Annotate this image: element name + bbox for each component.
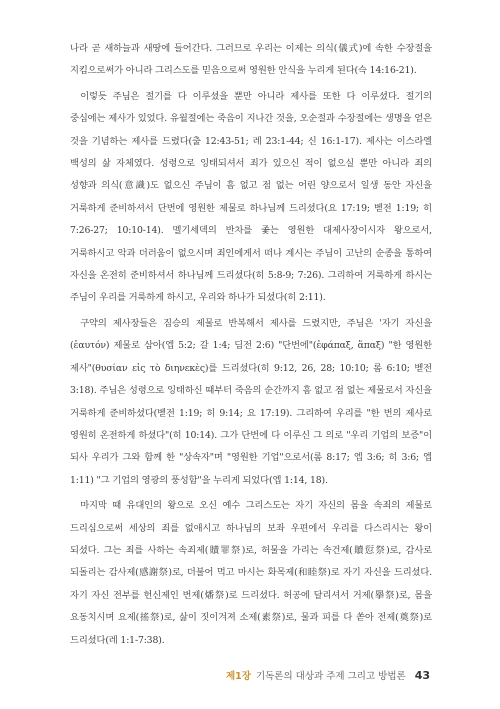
body-text <box>70 38 432 655</box>
paragraph-4: 마지막 때 유대인의 왕으로 오신 예수 그리스도는 자기 자신의 몸을 속죄의 제물로 드리심으로써 세상의 죄를 없애시고 하나님의 보좌 우편에서 우리를 다스리시는 왕이 되셨다. 그는 죄를 사하는 속죄제(贖罪祭)로, 허물을 가리는 속건제(贖愆祭)로, 감사로 되돌리는 감사제(感謝祭)로, 더불어 먹고 마시는 화목제(和睦祭)로 자기 자신을 드리셨다. 자기 자신 전부를 헌신제인 번제(燔祭)로 드리셨다. 허공에 달리셔서 거제(擧祭)로, 몸을 요동치시며 요제(搖祭)로, 삶이 짓이겨져 소제(素祭)로, 물과 피를 다 쏟아 전제(奠祭)로 드리셨다(레 1:1-7:38). <box>70 500 432 646</box>
chapter-tag: 제1장 <box>225 671 251 682</box>
page-number: 43 <box>414 669 430 682</box>
chapter-title: 기독론의 대상과 주제 그리고 방법론 <box>255 671 406 682</box>
page-footer <box>226 668 430 682</box>
paragraph-1: 나라 곧 새하늘과 새땅에 들어간다. 그러므로 우리는 이제는 의식(儀式)에 속한 수장절을 지킴으로써가 아니라 그리스도를 믿음으로써 영원한 안식을 누리게 된다(슥 14:16-21). <box>70 43 432 77</box>
paragraph-3: 구약의 제사장들은 짐승의 제물로 반복해서 제사를 드렸지만, 주님은 '자기 자신을(ἑαυτόν) 제물로 삼아(엡 5:2; 갈 1:4; 딤전 2:6) "단번에"(ἐφάπαξ, ἅπαξ) "한 영원한 제사"(θυσίαν εἰς τὸ διηνεκὲς)를 드리셨다(히 9:12, 26, 28; 10:10; 롬 6:10; 벧전 3:18). 주님은 성령으로 잉태하신 때부터 죽음의 순간까지 흠 없고 점 없는 제물로서 자신을 거룩하게 준비하셨다(벧전 1:19; 히 9:14; 요 17:19). 그리하여 우리를 "한 번의 제사로 영원히 온전하게 하셨다"(히 10:14). 그가 단번에 다 이루신 그 의로 "우리 기업의 보증"이 되사 우리가 그와 함께 한 "상속자"며 "영원한 기업"으로서(롬 8:17; 엡 3:6; 히 3:6; 엡 1:11) "그 기업의 영광의 풍성함"을 누리게 되었다(엡 1:14, 18). <box>70 317 432 486</box>
paragraph-2: 이렇듯 주님은 절기를 다 이루셨을 뿐만 아니라 제사를 또한 다 이루셨다. 절기의 중심에는 제사가 있었다. 유월절에는 죽음이 지나간 것을, 오순절과 수장절에는 생명을 얻은 것을 기념하는 제사를 드렸다(출 12:43-51; 레 23:1-44; 신 16:1-17). 제사는 이스라엘 백성의 삶 자체였다. 성령으로 잉태되셔서 죄가 있으신 적이 없으실 뿐만 아니라 죄의 성향과 의식(意識)도 없으신 주님이 흠 없고 점 없는 어린 양으로서 일생 동안 자신을 거룩하게 준비하셔서 단번에 영원한 제물로 하나님께 드리셨다(요 17:19; 벧전 1:19; 히 7:26-27; 10:10-14). 멜기세덱의 반차를 좇는 영원한 대제사장이시자 왕으로서, 거룩하시고 악과 더러움이 없으시며 죄인에게서 떠나 계시는 주님이 고난의 순종을 통하여 자신을 온전히 준비하셔서 하나님께 드리셨다(히 5:8-9; 7:26). 그리하여 거룩하게 하시는 주님이 우리를 거룩하게 하시고, 우리와 하나가 되셨다(히 2:11). <box>70 90 432 304</box>
